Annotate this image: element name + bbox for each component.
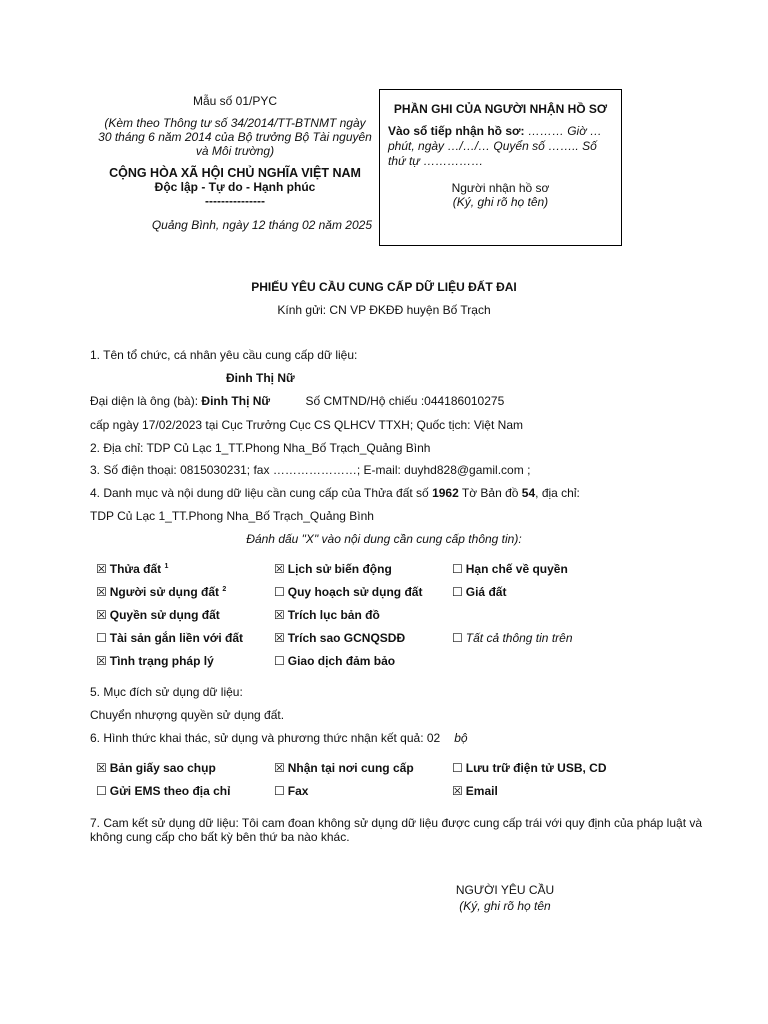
checkbox-thua-dat[interactable] bbox=[96, 562, 168, 576]
checkbox-label: Người sử dụng đất bbox=[109, 585, 220, 599]
document-header-left bbox=[90, 94, 380, 232]
signature-note: (Ký, ghi rõ họ tên bbox=[459, 899, 551, 913]
checkbox-email[interactable] bbox=[452, 784, 498, 798]
unchecked-box-icon[interactable]: ☐ bbox=[96, 784, 107, 798]
commitment-line-2: không cung cấp cho bất kỳ bên thứ ba nào khác. bbox=[90, 830, 350, 844]
checkbox-nguoi-su-dung-dat[interactable] bbox=[96, 585, 226, 599]
checkbox-trich-luc-ban-do[interactable] bbox=[274, 608, 380, 622]
checkbox-han-che-ve-quyen[interactable] bbox=[452, 562, 568, 576]
checkbox-quy-hoach[interactable] bbox=[274, 585, 422, 599]
footnote-mark: 2 bbox=[222, 586, 227, 593]
checked-box-icon[interactable]: ☒ bbox=[96, 654, 107, 668]
checked-box-icon[interactable]: ☒ bbox=[274, 631, 285, 645]
representative-line bbox=[90, 394, 504, 408]
checkbox-tinh-trang-phap-ly[interactable] bbox=[96, 654, 214, 668]
checkbox-fax[interactable] bbox=[274, 784, 308, 798]
checkbox-label: Quy hoạch sử dụng đất bbox=[287, 585, 423, 599]
receiver-box bbox=[379, 89, 622, 246]
checkbox-label: Quyền sử dụng đất bbox=[109, 608, 220, 622]
unchecked-box-icon[interactable]: ☐ bbox=[452, 631, 463, 645]
receiver-title: Người nhận hồ sơ bbox=[451, 181, 550, 195]
unchecked-box-icon[interactable]: ☐ bbox=[274, 585, 285, 599]
checkbox-label: Lịch sử biến động bbox=[287, 562, 392, 576]
recipient-line: Kính gửi: CN VP ĐKĐĐ huyện Bố Trạch bbox=[277, 303, 491, 317]
checked-box-icon[interactable]: ☒ bbox=[96, 608, 107, 622]
unit-text: bộ bbox=[454, 731, 468, 745]
receiver-entry bbox=[388, 124, 613, 169]
section4-text-b: Tờ Bản đồ bbox=[458, 486, 522, 500]
parcel-address: TDP Củ Lạc 1_TT.Phong Nha_Bố Trạch_Quảng Bình bbox=[90, 509, 374, 523]
method-row bbox=[96, 761, 696, 779]
attached-note: (Kèm theo Thông tư số 34/2014/TT-BTNMT ngày 30 tháng 6 năm 2014 của Bộ trưởng Bộ Tài nguyên và Môi trường) bbox=[98, 116, 372, 158]
checkbox-label: Nhận tại nơi cung cấp bbox=[287, 761, 414, 775]
checkbox-gia-dat[interactable] bbox=[452, 585, 506, 599]
section4-text-a: 4. Danh mục và nội dung dữ liệu cần cung cấp của Thửa đất số bbox=[90, 486, 433, 500]
header-divider: --------------- bbox=[205, 194, 265, 208]
checkbox-ban-giay-sao-chup[interactable] bbox=[96, 761, 216, 775]
checklist-row bbox=[96, 585, 696, 603]
checklist-row bbox=[96, 654, 696, 672]
unchecked-box-icon[interactable]: ☐ bbox=[452, 562, 463, 576]
rep-label: Đại diện là ông (bà): bbox=[90, 394, 199, 408]
requester-name: Đinh Thị Nữ bbox=[226, 371, 295, 385]
checked-box-icon[interactable]: ☒ bbox=[96, 562, 107, 576]
checkbox-label: Trích sao GCNQSDĐ bbox=[287, 631, 406, 645]
checklist-row bbox=[96, 608, 696, 626]
commitment-line-1: 7. Cam kết sử dụng dữ liệu: Tôi cam đoan không sử dụng dữ liệu được cung cấp trái với quy định của pháp luật và bbox=[90, 816, 703, 830]
checked-box-icon[interactable]: ☒ bbox=[96, 585, 107, 599]
checkbox-label: Hạn chế về quyền bbox=[465, 562, 568, 576]
section4-text-c: , địa chỉ: bbox=[535, 486, 580, 500]
id-number: Số CMTND/Hộ chiếu :044186010275 bbox=[305, 394, 505, 408]
checkbox-luu-tru-dien-tu[interactable] bbox=[452, 761, 607, 775]
checkbox-label: Bản giấy sao chụp bbox=[109, 761, 216, 775]
checkbox-trich-sao-gcnqsdd[interactable] bbox=[274, 631, 405, 645]
checked-box-icon[interactable]: ☒ bbox=[274, 562, 285, 576]
signature-title: NGƯỜI YÊU CẦU bbox=[455, 883, 555, 897]
receiver-box-title: PHẦN GHI CỦA NGƯỜI NHẬN HỒ SƠ bbox=[393, 102, 608, 116]
checkbox-label: Gửi EMS theo địa chỉ bbox=[109, 784, 231, 798]
checkbox-label: Thửa đất bbox=[109, 562, 162, 576]
footnote-mark: 1 bbox=[164, 563, 169, 570]
section5-label: 5. Mục đích sử dụng dữ liệu: bbox=[90, 685, 243, 699]
checkbox-label: Tài sản gắn liền với đất bbox=[109, 631, 243, 645]
national-motto: Độc lập - Tự do - Hạnh phúc bbox=[154, 180, 316, 194]
checklist-row bbox=[96, 562, 696, 580]
parcel-number: 1962 bbox=[432, 486, 459, 500]
checkbox-label: Tất cả thông tin trên bbox=[465, 631, 573, 645]
checkbox-giao-dich-dam-bao[interactable] bbox=[274, 654, 395, 668]
checked-box-icon[interactable]: ☒ bbox=[274, 761, 285, 775]
checkbox-label: Trích lục bản đồ bbox=[287, 608, 380, 622]
checkbox-tat-ca-thong-tin[interactable] bbox=[452, 631, 573, 645]
section4-line bbox=[90, 486, 580, 500]
checkbox-tai-san-gan-lien[interactable] bbox=[96, 631, 243, 645]
unchecked-box-icon[interactable]: ☐ bbox=[96, 631, 107, 645]
entry-label: Vào sổ tiếp nhận hồ sơ: bbox=[388, 124, 525, 138]
unchecked-box-icon[interactable]: ☐ bbox=[274, 654, 285, 668]
checkbox-label: Giá đất bbox=[465, 585, 507, 599]
checkbox-quyen-su-dung-dat[interactable] bbox=[96, 608, 220, 622]
purpose-text: Chuyển nhượng quyền sử dụng đất. bbox=[90, 708, 285, 722]
map-sheet-number: 54 bbox=[521, 486, 536, 500]
form-number: Mẫu số 01/PYC bbox=[192, 94, 278, 108]
unchecked-box-icon[interactable]: ☐ bbox=[274, 784, 285, 798]
id-issue-line: cấp ngày 17/02/2023 tại Cục Trưởng Cục CS QLHCV TTXH; Quốc tịch: Việt Nam bbox=[90, 418, 523, 432]
checked-box-icon[interactable]: ☒ bbox=[96, 761, 107, 775]
section1-label: 1. Tên tổ chức, cá nhân yêu cầu cung cấp dữ liệu: bbox=[90, 348, 358, 362]
checked-box-icon[interactable]: ☒ bbox=[274, 608, 285, 622]
nation-title: CỘNG HÒA XÃ HỘI CHỦ NGHĨA VIỆT NAM bbox=[109, 166, 361, 180]
checklist-row bbox=[96, 631, 696, 649]
method-row bbox=[96, 784, 696, 802]
unchecked-box-icon[interactable]: ☐ bbox=[452, 585, 463, 599]
checkbox-label: Tình trạng pháp lý bbox=[109, 654, 214, 668]
receiver-sign-note: (Ký, ghi rõ họ tên) bbox=[452, 195, 549, 209]
checkbox-label: Lưu trữ điện tử USB, CD bbox=[465, 761, 607, 775]
checkbox-label: Fax bbox=[287, 784, 309, 798]
checked-box-icon[interactable]: ☒ bbox=[452, 784, 463, 798]
checkbox-nhan-tai-noi-cung-cap[interactable] bbox=[274, 761, 414, 775]
section3-contact: 3. Số điện thoại: 0815030231; fax …………………; E-mail: duyhd828@gamil.com ; bbox=[90, 463, 531, 477]
checkbox-label: Giao dịch đảm bảo bbox=[287, 654, 396, 668]
unchecked-box-icon[interactable]: ☐ bbox=[452, 761, 463, 775]
checkbox-gui-ems[interactable] bbox=[96, 784, 230, 798]
section6-line bbox=[90, 731, 468, 745]
checkbox-label: Email bbox=[465, 784, 498, 798]
entry-text: ……… Giờ … phút, ngày …/…/… Quyển số …….. Số thứ tự …………… bbox=[388, 124, 602, 168]
section6-label: 6. Hình thức khai thác, sử dụng và phương thức nhận kết quả: 02 bbox=[90, 731, 441, 745]
place-date: Quảng Bình, ngày 12 tháng 02 năm 2025 bbox=[151, 218, 372, 232]
section2-address: 2. Địa chỉ: TDP Củ Lạc 1_TT.Phong Nha_Bố Trạch_Quảng Bình bbox=[90, 441, 431, 455]
document-title: PHIẾU YÊU CẦU CUNG CẤP DỮ LIỆU ĐẤT ĐAI bbox=[251, 280, 517, 294]
checkbox-lich-su-bien-dong[interactable] bbox=[274, 562, 392, 576]
check-instruction: Đánh dấu "X" vào nội dung cần cung cấp thông tin): bbox=[246, 532, 522, 546]
rep-name: Đinh Thị Nữ bbox=[201, 394, 271, 408]
